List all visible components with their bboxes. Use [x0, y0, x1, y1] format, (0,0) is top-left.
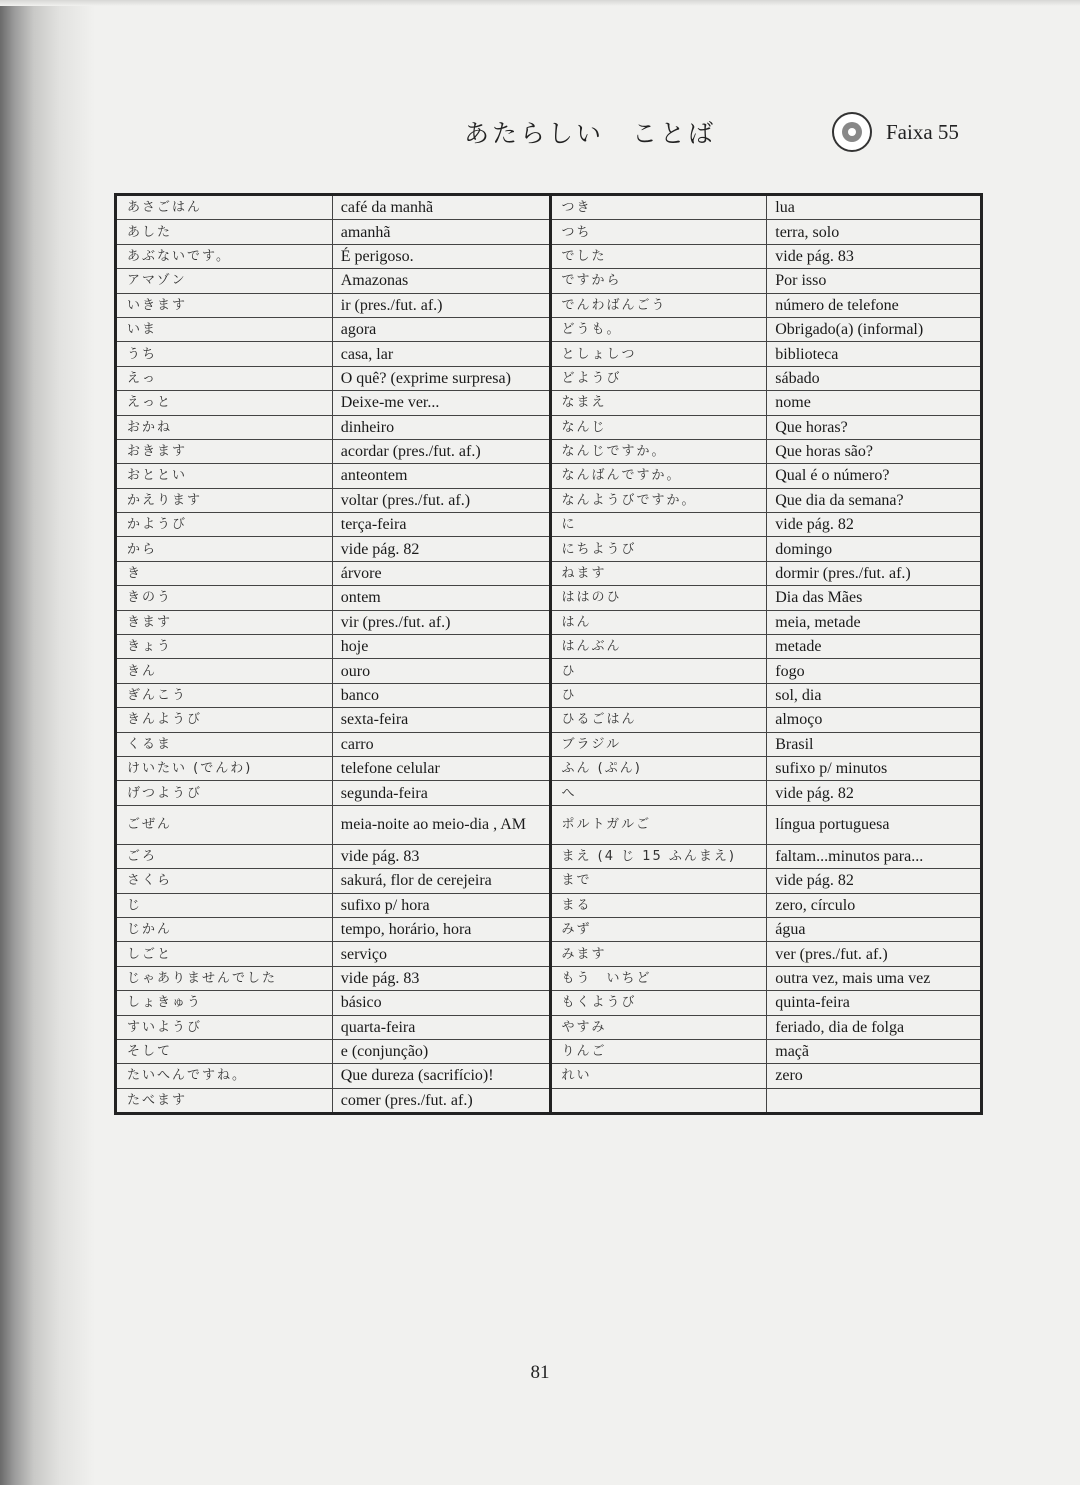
japanese-word: アマゾン — [116, 269, 333, 293]
portuguese-meaning: lua — [767, 195, 982, 220]
japanese-word: さくら — [116, 869, 333, 893]
japanese-word: ひ — [550, 683, 767, 707]
japanese-word: もう いちど — [550, 966, 767, 990]
table-row — [116, 488, 982, 512]
table-row — [116, 966, 982, 990]
japanese-word: なまえ — [550, 391, 767, 415]
portuguese-meaning: Que horas? — [767, 415, 982, 439]
portuguese-meaning: árvore — [332, 561, 550, 585]
japanese-word: りんご — [550, 1039, 767, 1063]
portuguese-meaning: Que horas são? — [767, 439, 982, 463]
japanese-word: まで — [550, 869, 767, 893]
japanese-word: なんばんですか。 — [550, 464, 767, 488]
portuguese-meaning: serviço — [332, 942, 550, 966]
table-row — [116, 942, 982, 966]
page-top-shade — [0, 0, 1080, 6]
vocabulary-table — [114, 193, 983, 1115]
japanese-word: うち — [116, 342, 333, 366]
portuguese-meaning: Dia das Mães — [767, 586, 982, 610]
portuguese-meaning: vide pág. 82 — [767, 869, 982, 893]
japanese-word: なんじですか。 — [550, 439, 767, 463]
table-row — [116, 513, 982, 537]
portuguese-meaning: sufixo p/ hora — [332, 893, 550, 917]
table-row — [116, 610, 982, 634]
portuguese-meaning: ver (pres./fut. af.) — [767, 942, 982, 966]
portuguese-meaning: acordar (pres./fut. af.) — [332, 439, 550, 463]
table-row — [116, 415, 982, 439]
portuguese-meaning: tempo, horário, hora — [332, 917, 550, 941]
portuguese-meaning: Por isso — [767, 269, 982, 293]
table-row — [116, 342, 982, 366]
portuguese-meaning: Amazonas — [332, 269, 550, 293]
japanese-word: ポルトガルご — [550, 805, 767, 844]
japanese-word: れい — [550, 1064, 767, 1088]
japanese-word: たべます — [116, 1088, 333, 1113]
japanese-word: げつようび — [116, 781, 333, 805]
portuguese-meaning: básico — [332, 991, 550, 1015]
portuguese-meaning: telefone celular — [332, 756, 550, 780]
japanese-word: もくようび — [550, 991, 767, 1015]
table-row — [116, 317, 982, 341]
portuguese-meaning: fogo — [767, 659, 982, 683]
japanese-word: ねます — [550, 561, 767, 585]
portuguese-meaning: língua portuguesa — [767, 805, 982, 844]
portuguese-meaning: vide pág. 83 — [332, 966, 550, 990]
table-row — [116, 1039, 982, 1063]
portuguese-meaning: meia, metade — [767, 610, 982, 634]
portuguese-meaning: maçã — [767, 1039, 982, 1063]
portuguese-meaning: zero — [767, 1064, 982, 1088]
japanese-word: ふん (ぷん) — [550, 756, 767, 780]
japanese-word: しごと — [116, 942, 333, 966]
japanese-word — [550, 1088, 767, 1113]
japanese-word: まえ (4 じ 15 ふんまえ) — [550, 844, 767, 868]
portuguese-meaning: Qual é o número? — [767, 464, 982, 488]
portuguese-meaning: café da manhã — [332, 195, 550, 220]
portuguese-meaning: outra vez, mais uma vez — [767, 966, 982, 990]
portuguese-meaning: segunda-feira — [332, 781, 550, 805]
portuguese-meaning: Que dia da semana? — [767, 488, 982, 512]
portuguese-meaning: É perigoso. — [332, 244, 550, 268]
table-row — [116, 439, 982, 463]
table-row — [116, 917, 982, 941]
japanese-word: おととい — [116, 464, 333, 488]
audio-track-marker — [832, 109, 959, 155]
japanese-word: ははのひ — [550, 586, 767, 610]
japanese-word: へ — [550, 781, 767, 805]
portuguese-meaning: sexta-feira — [332, 708, 550, 732]
table-row — [116, 586, 982, 610]
portuguese-meaning: nome — [767, 391, 982, 415]
japanese-word: から — [116, 537, 333, 561]
japanese-word: かえります — [116, 488, 333, 512]
table-row — [116, 244, 982, 268]
japanese-word: おかね — [116, 415, 333, 439]
table-row — [116, 220, 982, 244]
table-row — [116, 756, 982, 780]
table-row — [116, 464, 982, 488]
table-row — [116, 991, 982, 1015]
japanese-word: ごろ — [116, 844, 333, 868]
japanese-word: まる — [550, 893, 767, 917]
portuguese-meaning: vide pág. 82 — [332, 537, 550, 561]
japanese-word: あぶないです。 — [116, 244, 333, 268]
table-row — [116, 293, 982, 317]
japanese-word: どようび — [550, 366, 767, 390]
portuguese-meaning: meia-noite ao meio-dia , AM — [332, 805, 550, 844]
portuguese-meaning: feriado, dia de folga — [767, 1015, 982, 1039]
portuguese-meaning: metade — [767, 635, 982, 659]
japanese-word: ひるごはん — [550, 708, 767, 732]
table-row — [116, 1088, 982, 1113]
portuguese-meaning: banco — [332, 683, 550, 707]
japanese-word: みず — [550, 917, 767, 941]
portuguese-meaning: quarta-feira — [332, 1015, 550, 1039]
portuguese-meaning: carro — [332, 732, 550, 756]
portuguese-meaning: vide pág. 83 — [332, 844, 550, 868]
japanese-word: すいようび — [116, 1015, 333, 1039]
japanese-word: どうも。 — [550, 317, 767, 341]
portuguese-meaning: Brasil — [767, 732, 982, 756]
portuguese-meaning: sufixo p/ minutos — [767, 756, 982, 780]
portuguese-meaning: terça-feira — [332, 513, 550, 537]
japanese-word: おきます — [116, 439, 333, 463]
portuguese-meaning: vir (pres./fut. af.) — [332, 610, 550, 634]
japanese-word: にちようび — [550, 537, 767, 561]
japanese-word: きょう — [116, 635, 333, 659]
portuguese-meaning: domingo — [767, 537, 982, 561]
portuguese-meaning: ir (pres./fut. af.) — [332, 293, 550, 317]
cd-icon — [832, 112, 872, 152]
japanese-word: しょきゅう — [116, 991, 333, 1015]
portuguese-meaning: sakurá, flor de cerejeira — [332, 869, 550, 893]
japanese-word: はんぶん — [550, 635, 767, 659]
japanese-word: くるま — [116, 732, 333, 756]
table-row — [116, 1015, 982, 1039]
japanese-word: つち — [550, 220, 767, 244]
portuguese-meaning: sábado — [767, 366, 982, 390]
japanese-word: あした — [116, 220, 333, 244]
japanese-word: でした — [550, 244, 767, 268]
table-row — [116, 805, 982, 844]
japanese-word: き — [116, 561, 333, 585]
japanese-word: はん — [550, 610, 767, 634]
japanese-word: に — [550, 513, 767, 537]
portuguese-meaning: biblioteca — [767, 342, 982, 366]
japanese-word: ブラジル — [550, 732, 767, 756]
portuguese-meaning: dormir (pres./fut. af.) — [767, 561, 982, 585]
japanese-word: つき — [550, 195, 767, 220]
japanese-word: きんようび — [116, 708, 333, 732]
table-row — [116, 391, 982, 415]
portuguese-meaning: sol, dia — [767, 683, 982, 707]
table-row — [116, 893, 982, 917]
japanese-word: けいたい (でんわ) — [116, 756, 333, 780]
japanese-word: きます — [116, 610, 333, 634]
portuguese-meaning: Deixe-me ver... — [332, 391, 550, 415]
table-row — [116, 537, 982, 561]
portuguese-meaning — [767, 1088, 982, 1113]
japanese-word: でんわばんごう — [550, 293, 767, 317]
table-row — [116, 269, 982, 293]
table-row — [116, 869, 982, 893]
japanese-word: みます — [550, 942, 767, 966]
portuguese-meaning: e (conjunção) — [332, 1039, 550, 1063]
portuguese-meaning: almoço — [767, 708, 982, 732]
portuguese-meaning: terra, solo — [767, 220, 982, 244]
portuguese-meaning: ouro — [332, 659, 550, 683]
japanese-word: えっ — [116, 366, 333, 390]
japanese-word: かようび — [116, 513, 333, 537]
page-number: 81 — [530, 1362, 550, 1383]
table-row — [116, 561, 982, 585]
table-row — [116, 781, 982, 805]
table-row — [116, 195, 982, 220]
japanese-word: ですから — [550, 269, 767, 293]
portuguese-meaning: zero, círculo — [767, 893, 982, 917]
japanese-word: じゃありませんでした — [116, 966, 333, 990]
japanese-word: としょしつ — [550, 342, 767, 366]
japanese-word: なんようびですか。 — [550, 488, 767, 512]
table-row — [116, 635, 982, 659]
japanese-word: いま — [116, 317, 333, 341]
portuguese-meaning: Que dureza (sacrifício)! — [332, 1064, 550, 1088]
japanese-word: やすみ — [550, 1015, 767, 1039]
table-row — [116, 683, 982, 707]
japanese-word: えっと — [116, 391, 333, 415]
table-row — [116, 844, 982, 868]
track-label: Faixa 55 — [886, 119, 959, 144]
portuguese-meaning: faltam...minutos para... — [767, 844, 982, 868]
japanese-word: ごぜん — [116, 805, 333, 844]
page-title: あたらしい ことば — [463, 119, 716, 148]
table-row — [116, 1064, 982, 1088]
portuguese-meaning: casa, lar — [332, 342, 550, 366]
portuguese-meaning: anteontem — [332, 464, 550, 488]
japanese-word: ひ — [550, 659, 767, 683]
japanese-word: ぎんこう — [116, 683, 333, 707]
portuguese-meaning: Obrigado(a) (informal) — [767, 317, 982, 341]
japanese-word: じ — [116, 893, 333, 917]
portuguese-meaning: hoje — [332, 635, 550, 659]
portuguese-meaning: amanhã — [332, 220, 550, 244]
table-row — [116, 732, 982, 756]
portuguese-meaning: quinta-feira — [767, 991, 982, 1015]
japanese-word: きのう — [116, 586, 333, 610]
portuguese-meaning: vide pág. 82 — [767, 781, 982, 805]
portuguese-meaning: ontem — [332, 586, 550, 610]
portuguese-meaning: vide pág. 82 — [767, 513, 982, 537]
portuguese-meaning: voltar (pres./fut. af.) — [332, 488, 550, 512]
table-row — [116, 366, 982, 390]
japanese-word: きん — [116, 659, 333, 683]
japanese-word: じかん — [116, 917, 333, 941]
japanese-word: そして — [116, 1039, 333, 1063]
portuguese-meaning: agora — [332, 317, 550, 341]
portuguese-meaning: comer (pres./fut. af.) — [332, 1088, 550, 1113]
portuguese-meaning: vide pág. 83 — [767, 244, 982, 268]
portuguese-meaning: dinheiro — [332, 415, 550, 439]
portuguese-meaning: O quê? (exprime surpresa) — [332, 366, 550, 390]
portuguese-meaning: número de telefone — [767, 293, 982, 317]
japanese-word: たいへんですね。 — [116, 1064, 333, 1088]
japanese-word: いきます — [116, 293, 333, 317]
book-gutter-shadow — [0, 0, 95, 1485]
japanese-word: なんじ — [550, 415, 767, 439]
portuguese-meaning: água — [767, 917, 982, 941]
table-row — [116, 708, 982, 732]
table-row — [116, 659, 982, 683]
japanese-word: あさごはん — [116, 195, 333, 220]
